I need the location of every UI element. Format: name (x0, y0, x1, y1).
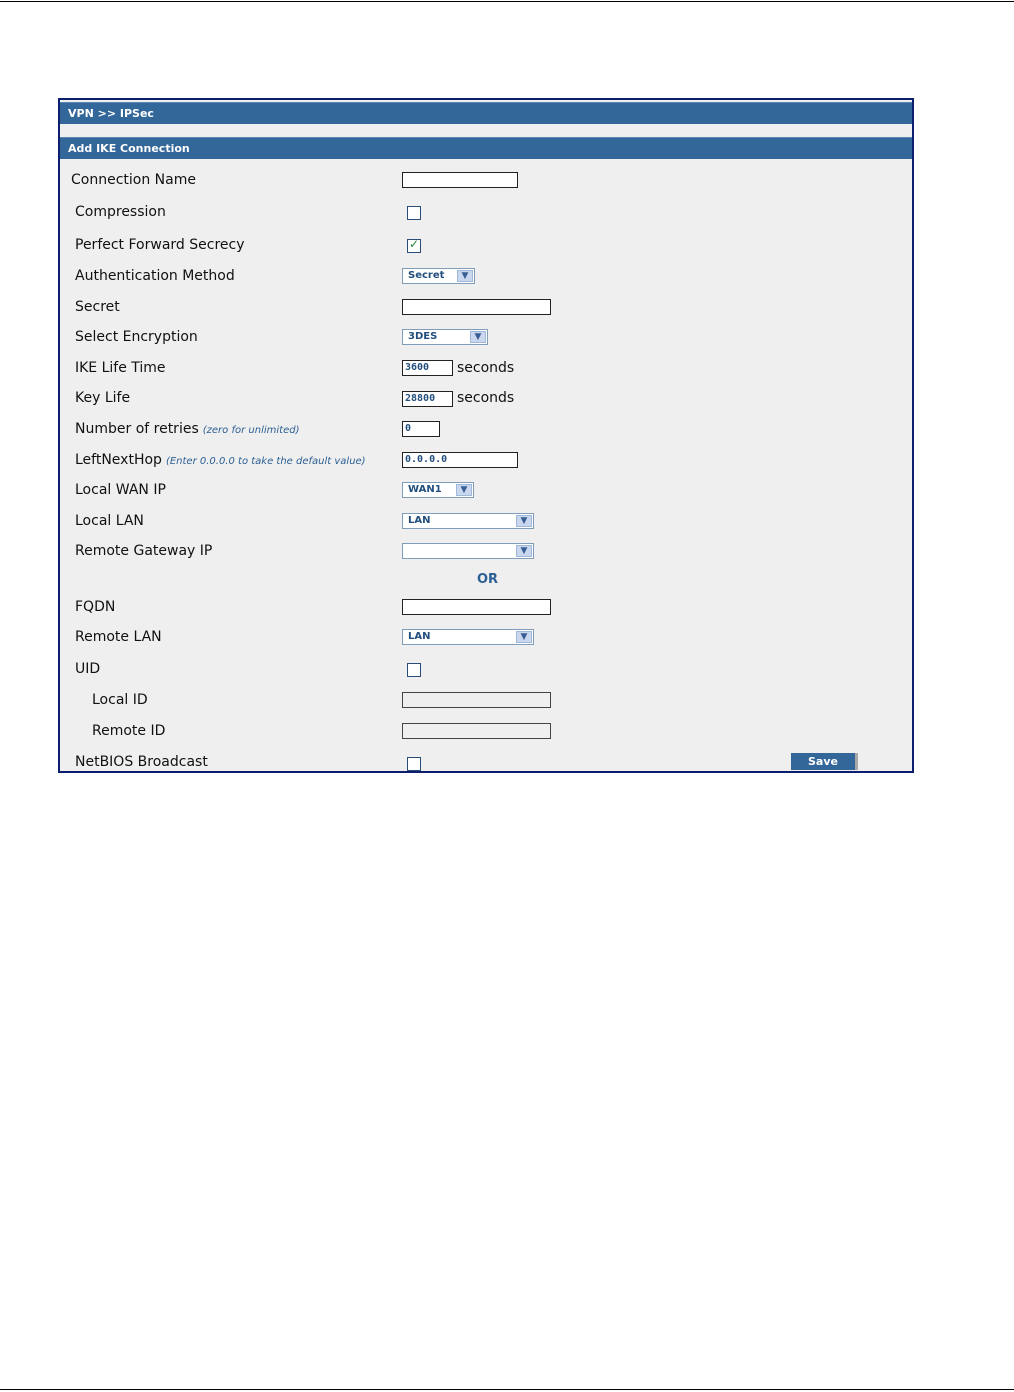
retries-label-text: Number of retries (75, 421, 199, 437)
local-id-input[interactable] (402, 692, 551, 708)
local-wan-ip-value: WAN1 (408, 484, 442, 495)
page-top-rule (0, 1, 1014, 2)
remote-gateway-ip-label: Remote Gateway IP (75, 543, 213, 559)
local-id-label: Local ID (92, 692, 148, 708)
pfs-checkbox[interactable] (407, 239, 421, 253)
remote-lan-select[interactable] (402, 629, 534, 645)
key-life-input[interactable]: 28800 (402, 391, 453, 407)
or-separator: OR (477, 572, 499, 587)
key-life-label: Key Life (75, 390, 131, 406)
local-wan-ip-select[interactable] (402, 482, 474, 498)
ike-life-unit: seconds (457, 360, 515, 376)
auth-method-label: Authentication Method (75, 268, 235, 284)
page-bottom-rule (0, 1389, 1014, 1390)
auth-method-value: Secret (408, 270, 445, 281)
remote-lan-value: LAN (408, 631, 431, 642)
checkmark-icon: ✓ (409, 237, 420, 251)
left-next-hop-label (75, 452, 366, 468)
section-title: Add IKE Connection (60, 137, 912, 159)
retries-input[interactable]: 0 (402, 421, 440, 437)
remote-id-label: Remote ID (92, 723, 166, 739)
chevron-down-icon: ▼ (456, 484, 472, 496)
chevron-down-icon: ▼ (470, 331, 486, 343)
netbios-label: NetBIOS Broadcast (75, 754, 208, 770)
compression-label: Compression (75, 204, 166, 220)
compression-checkbox[interactable] (407, 206, 421, 220)
chevron-down-icon: ▼ (457, 270, 473, 282)
remote-gateway-ip-select[interactable] (402, 543, 534, 559)
ike-life-label: IKE Life Time (75, 360, 166, 376)
netbios-checkbox[interactable] (407, 757, 421, 771)
uid-label: UID (75, 661, 101, 677)
local-wan-ip-label: Local WAN IP (75, 482, 166, 498)
left-next-hop-input[interactable]: 0.0.0.0 (402, 452, 518, 468)
fqdn-label: FQDN (75, 599, 116, 615)
left-next-hop-label-text: LeftNextHop (75, 452, 162, 468)
local-lan-value: LAN (408, 515, 431, 526)
chevron-down-icon: ▼ (516, 631, 532, 643)
fqdn-input[interactable] (402, 599, 551, 615)
secret-label: Secret (75, 299, 120, 315)
connection-name-input[interactable] (402, 172, 518, 188)
uid-checkbox[interactable] (407, 663, 421, 677)
retries-label (75, 421, 299, 437)
local-lan-select[interactable] (402, 513, 534, 529)
pfs-label: Perfect Forward Secrecy (75, 237, 245, 253)
auth-method-select[interactable] (402, 268, 475, 284)
chevron-down-icon: ▼ (516, 545, 532, 557)
connection-name-label: Connection Name (71, 172, 196, 188)
key-life-unit: seconds (457, 390, 515, 406)
encryption-label: Select Encryption (75, 329, 198, 345)
secret-input[interactable] (402, 299, 551, 315)
ike-life-input[interactable]: 3600 (402, 360, 453, 376)
ike-connection-panel (58, 98, 914, 773)
save-button[interactable]: Save (791, 753, 858, 770)
chevron-down-icon: ▼ (516, 515, 532, 527)
encryption-select[interactable] (402, 329, 488, 345)
local-lan-label: Local LAN (75, 513, 144, 529)
remote-lan-label: Remote LAN (75, 629, 162, 645)
remote-id-input[interactable] (402, 723, 551, 739)
breadcrumb: VPN >> IPSec (60, 102, 912, 124)
left-next-hop-hint: (Enter 0.0.0.0 to take the default value) (165, 456, 366, 467)
encryption-value: 3DES (408, 331, 438, 342)
retries-hint: (zero for unlimited) (202, 425, 300, 436)
